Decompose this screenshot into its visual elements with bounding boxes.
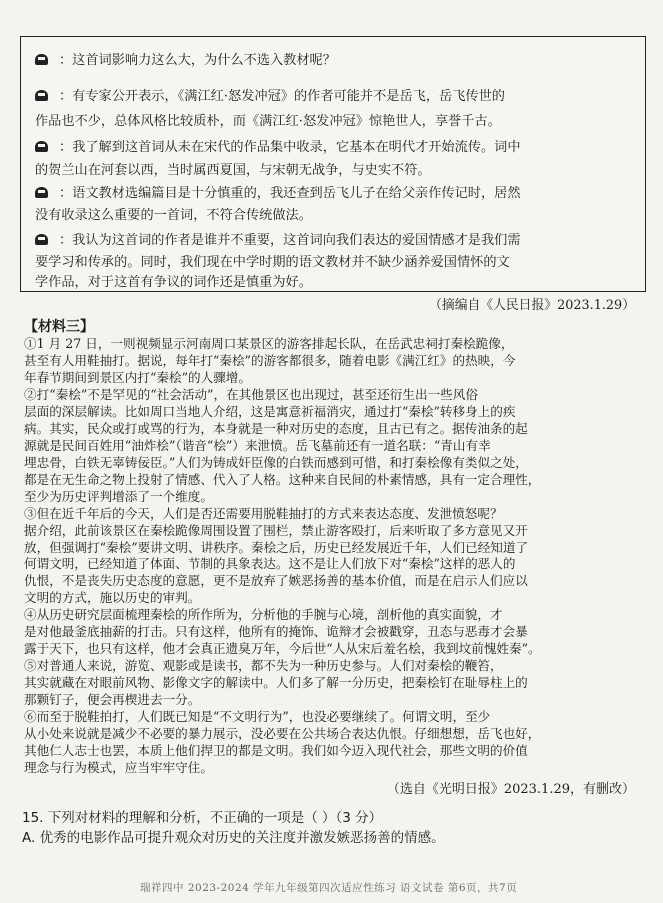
dialogue-line: ：有专家公开表示，《满江红·怒发冲冠》的作者可能并不是岳飞，岳飞传世的	[59, 87, 505, 106]
source-citation: （选自《光明日报》2023.1.29，有删改）	[386, 782, 635, 797]
paragraph-line: 据介绍，此前该景区在秦桧跪像周围设置了围栏，禁止游客殴打，后来听取了多方意见又开	[24, 523, 528, 538]
question-stem: 15. 下列对材料的理解和分析，不正确的一项是（ ）（3 分）	[22, 810, 383, 826]
source-citation: （摘编自《人民日报》2023.1.29）	[429, 298, 635, 313]
paragraph-line: 都是在无生命之物上投射了情感、代入了人格。这种来自民间的朴素情感，具有一定合理性，	[24, 472, 541, 487]
paragraph-line: 埋忠骨，白铁无辜铸佞臣。”人们为铸成奸臣像的白铁而感到可惜，和打秦桧像有类似之处，	[24, 455, 528, 470]
paragraph-line: ②打“秦桧”不是罕见的“社会活动”，在其他景区也出现过，甚至还衍生出一些风俗	[24, 387, 478, 402]
paragraph-line: ③但在近千年后的今天，人们是否还需要用脱鞋抽打的方式来表达态度、发泄愤怒呢？	[24, 506, 503, 521]
paragraph-line: ①1 月 27 日，一则视频显示河南周口某景区的游客排起长队，在岳武忠祠打秦桧跪像，	[24, 336, 514, 351]
speaker-icon	[35, 90, 48, 101]
paragraph-line: 放，但强调打“秦桧”要讲文明、讲秩序。秦桧之后，历史已经发展近千年，人们已经知道了	[24, 540, 529, 555]
material-heading: 【材料三】	[24, 319, 94, 335]
paragraph-line: 理念与行为模式，应当牢牢守住。	[24, 760, 213, 775]
paragraph-line: 那颗钉子，便会再楔进去一分。	[24, 692, 201, 707]
paragraph-line: 从小处来说就是减少不必要的暴力展示，没必要在公共场合表达仇恨。仔细想想，岳飞也好，	[24, 726, 541, 741]
paragraph-line: 病。其实，民众或打或骂的行为，本身就是一种对历史的态度，且古已有之。据传油条的起	[24, 421, 528, 436]
paragraph-line: 甚至有人用鞋抽打。据说，每年打“秦桧”的游客都很多，随着电影《满江红》的热映，今	[24, 353, 516, 368]
dialogue-line: 作品也不少，总体风格比较质朴，而《满江红·怒发冲冠》惊艳世人，享誉千古。	[35, 114, 501, 129]
paragraph-line: ⑤对普通人来说，游览、观影或是读书，都不失为一种历史参与。人们对秦桧的鞭笞，	[24, 658, 503, 673]
paragraph-line: 文明的方式，施以历史的审判。	[24, 590, 201, 605]
dialogue-line: ：我认为这首词的作者是谁并不重要，这首词向我们表达的爱国情感才是我们需	[59, 231, 521, 250]
paragraph-line: 何谓文明，已经知道了体面、节制的具象表达。这不是让人们放下对“秦桧”这样的恶人的	[24, 556, 516, 571]
paragraph-line: 源就是民间百姓用“油炸桧”（谐音“桧”）来泄愤。岳飞墓前还有一道名联：“青山有幸	[24, 438, 491, 453]
paragraph-line: 其实就藏在对眼前风物、影像文字的解读中。人们多了解一分历史，把秦桧钉在耻辱柱上的	[24, 675, 528, 690]
paragraph-line: 年春节期间到景区内打“秦桧”的人骤增。	[24, 370, 251, 385]
speaker-icon	[35, 54, 48, 65]
answer-option: A. 优秀的电影作品可提升观众对历史的关注度并激发嫉恶扬善的情感。	[22, 830, 445, 846]
paragraph-line: 仇恨，不是丧失历史态度的意愿，更不是放弃了嫉恶扬善的基本价值，而是在启示人们应以	[24, 573, 528, 588]
paragraph-line: ⑥而至于脱鞋拍打，人们既已知是“不文明行为”，也没必要继续了。何谓文明，至少	[24, 709, 491, 724]
paragraph-line: 其他仁人志士也罢，本质上他们捍卫的都是文明。我们如今迈入现代社会，那些文明的价值	[24, 743, 528, 758]
paragraph-line: 层面的深层解读。比如周口当地人介绍，这是寓意祈福消灾，通过打“秦桧”转移身上的疾	[24, 404, 516, 419]
dialogue-line: ：这首词影响力这么大，为什么不选入教材呢？	[59, 51, 336, 70]
paragraph-line: ④从历史研究层面梳理秦桧的所作所为，分析他的手腕与心境，剖析他的真实面貌，才	[24, 607, 503, 622]
dialogue-line: 要学习和传承的。同时，我们现在中学时期的语文教材并不缺少涵养爱国情怀的文	[35, 255, 510, 270]
dialogue-line: 的贺兰山在河套以西，当时属西夏国，与宋朝无战争，与史实不符。	[35, 163, 431, 178]
dialogue-line: 没有收录这么重要的一首词，不符合传统做法。	[35, 208, 312, 223]
dialogue-line: ：语文教材选编篇目是十分慎重的，我还查到岳飞儿子在给父亲作传记时，居然	[59, 184, 521, 203]
dialogue-box	[20, 36, 646, 292]
paragraph-line: 是对他最釜底抽薪的打击。只有这样，他所有的掩饰、诡辩才会被戳穿，丑态与恶毒才会暴	[24, 624, 528, 639]
speaker-icon	[35, 141, 48, 152]
dialogue-line: 学作品，对于这首有争议的词作还是慎重为好。	[35, 275, 312, 290]
dialogue-line: ：我了解到这首词从未在宋代的作品集中收录，它基本在明代才开始流传。词中	[59, 138, 521, 157]
paragraph-line: 至少为历史评判增添了一个维度。	[24, 489, 213, 504]
speaker-icon	[35, 234, 48, 245]
speaker-icon	[35, 187, 48, 198]
paragraph-line: 露于天下，也只有这样，他才会真正遗臭万年，今后世“人从宋后羞名桧，我到坟前愧姓秦”。	[24, 641, 541, 656]
page-footer: 瑞祥四中 2023-2024 学年九年级第四次适应性练习 语文试卷 第6页，共7页	[140, 882, 518, 894]
